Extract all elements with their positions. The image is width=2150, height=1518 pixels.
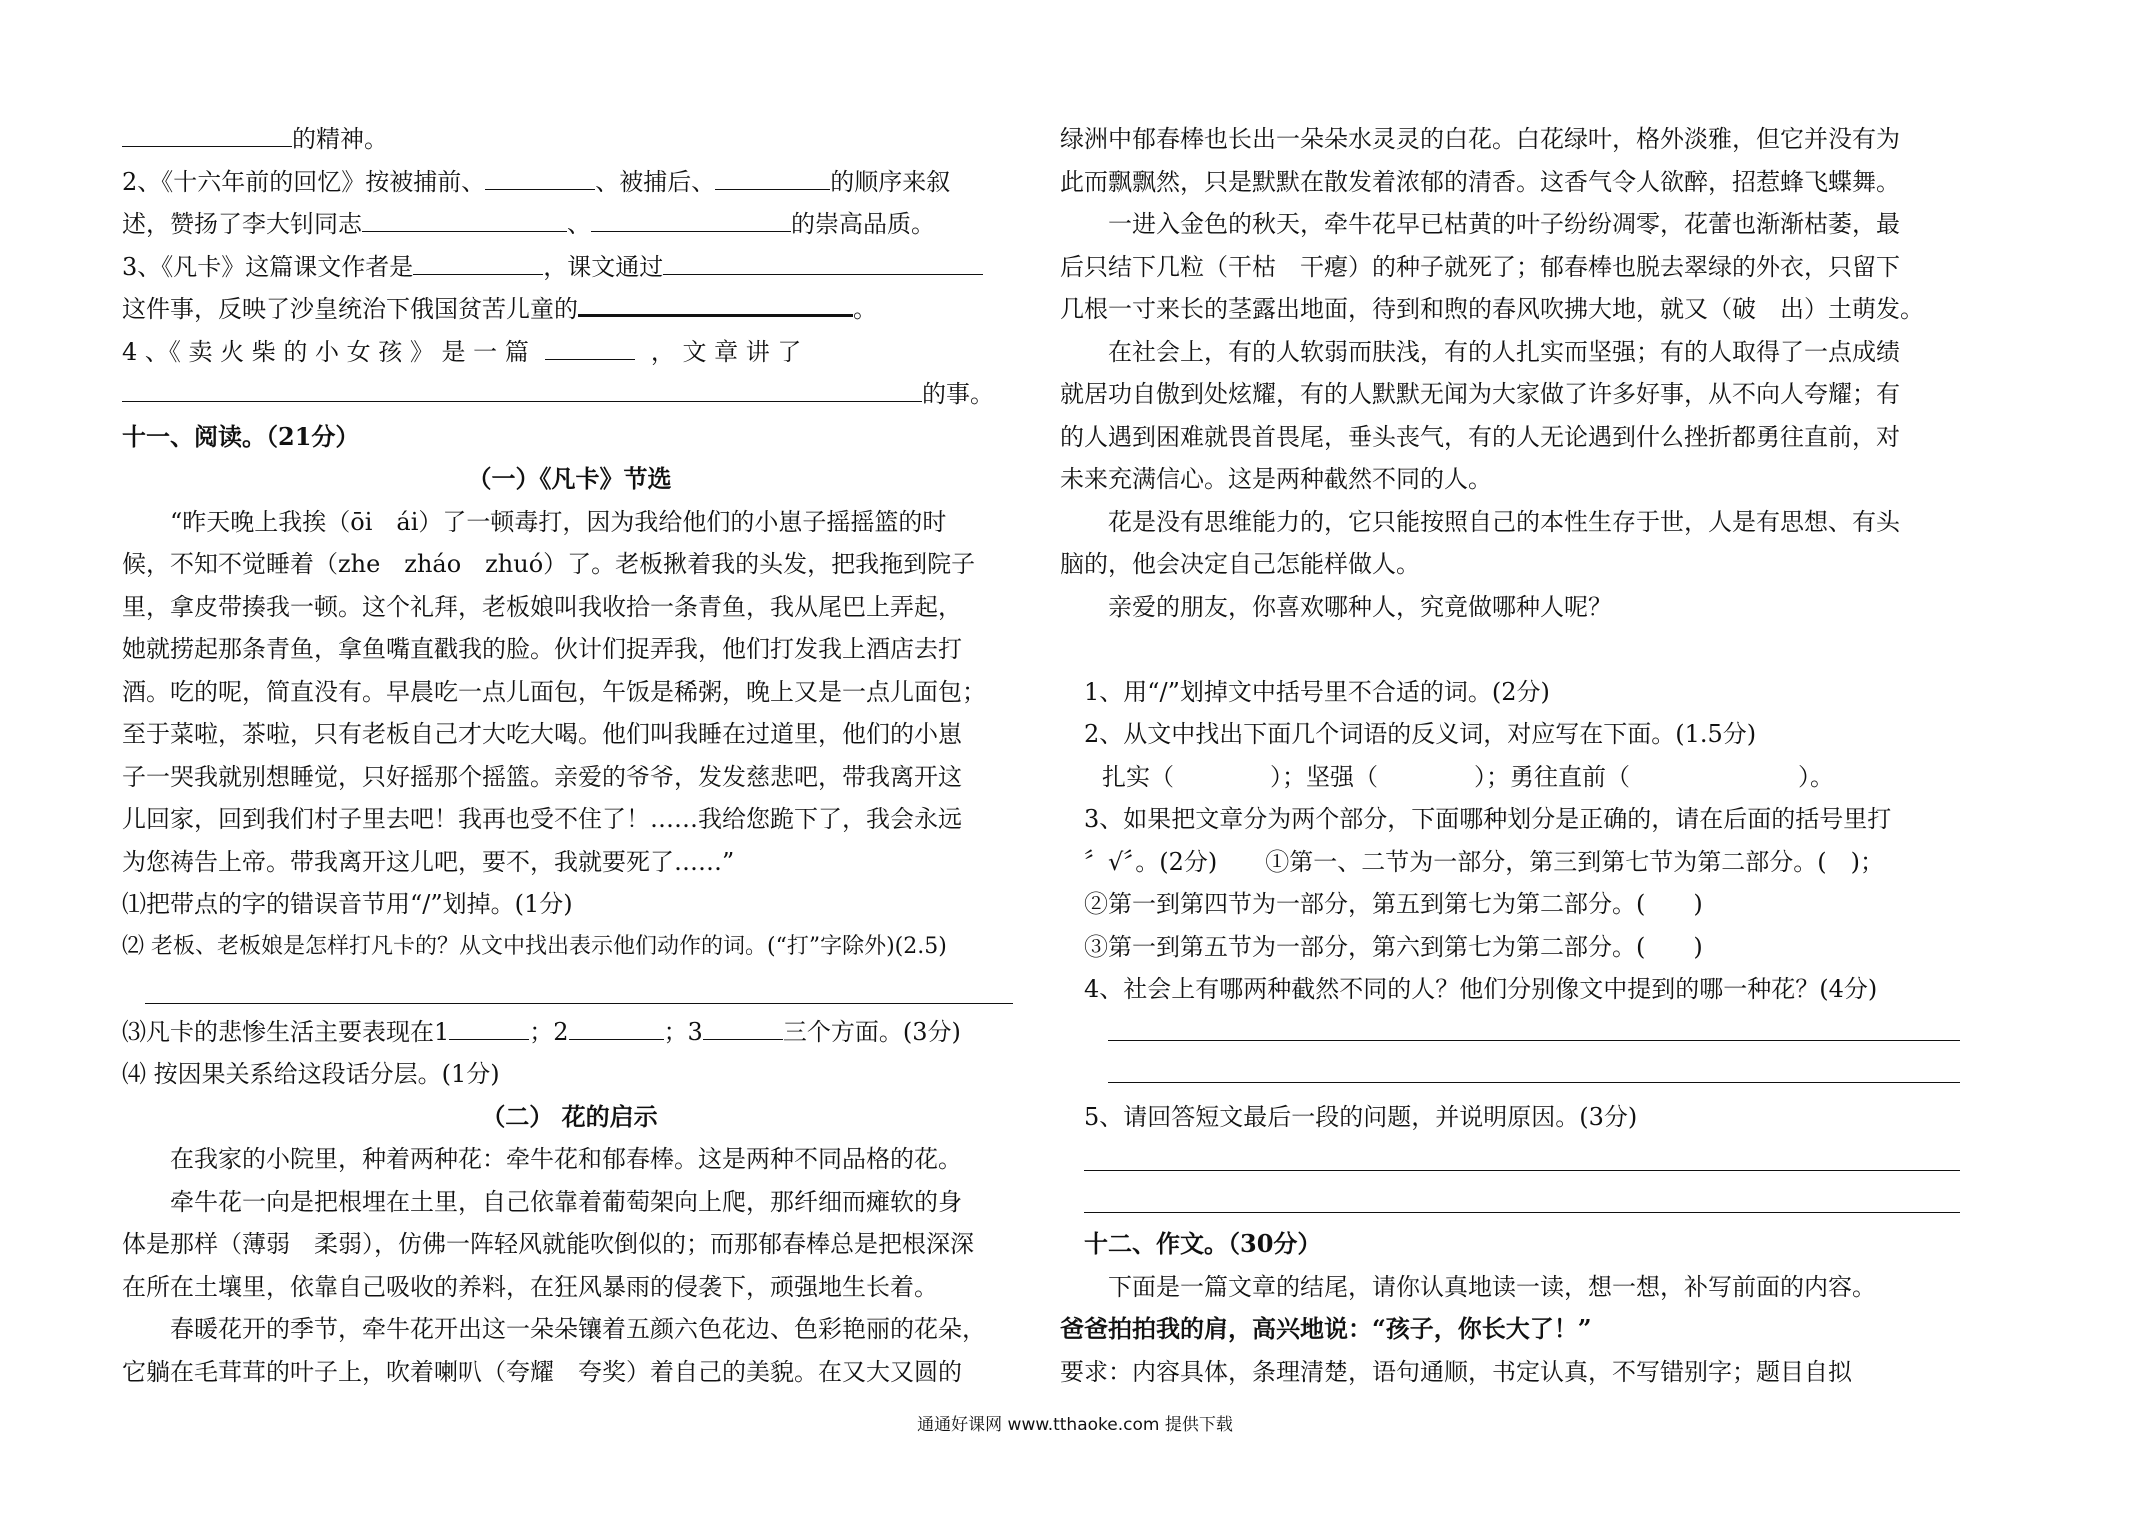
passage-2-line: 的人遇到困难就畏首畏尾，垂头丧气，有的人无论遇到什么挫折都勇往直前，对: [1060, 422, 1900, 451]
passage-2-line: 在社会上，有的人软弱而肤浅，有的人扎实而坚强；有的人取得了一点成绩: [1108, 337, 1900, 366]
passage-2-line: 亲爱的朋友，你喜欢哪种人，究竟做哪种人呢？: [1108, 592, 1612, 621]
passage-2-line: 就居功自傲到处炫耀，有的人默默无闻为大家做了许多好事，从不向人夸耀；有: [1060, 380, 1900, 408]
passage-1-line: 里，拿皮带揍我一顿。这个礼拜，老板娘叫我收拾一条青鱼，我从尾巴上弄起，: [122, 592, 962, 621]
passage-1-line: 为您祷告上帝。带我离开这儿吧，要不，我就要死了……”: [122, 847, 735, 876]
passage-2-question-5: 5、请回答短文最后一段的问题，并说明原因。(3分): [1084, 1102, 1638, 1131]
passage-2-line: 在我家的小院里，种着两种花：牵牛花和郁春棒。这是两种不同品格的花。: [170, 1145, 962, 1173]
essay-ending-sentence: 爸爸拍拍我的肩，高兴地说：“孩子，你长大了！”: [1060, 1314, 1592, 1343]
answer-rule: [145, 1003, 1013, 1004]
passage-2-line: 牵牛花一向是把根埋在土里，自己依靠着葡萄架向上爬，那纤细而瘫软的身: [170, 1187, 962, 1216]
passage-1-question-1: ⑴把带点的字的错误音节用“/”划掉。(1分): [122, 890, 573, 918]
passage-1-question-3: ⑶凡卡的悲惨生活主要表现在1 ；2 ；3 三个方面。(3分): [122, 1011, 1017, 1054]
answer-rule: [1084, 1212, 1960, 1213]
question-3-line-2: 这件事，反映了沙皇统治下俄国贫苦儿童的 。: [122, 288, 1017, 331]
passage-2-text: [122, 1138, 1017, 1393]
passage-1-question-4: ⑷ 按因果关系给这段话分层。(1分): [122, 1060, 500, 1088]
passage-2-line: 在所在土壤里，依靠自己吸收的养料，在狂风暴雨的侵袭下，顽强地生长着。: [122, 1272, 938, 1301]
passage-1-line: 至于菜啦，茶啦，只有老板自己才大吃大喝。他们叫我睡在过道里，他们的小崽: [122, 720, 962, 748]
answer-line-blank: [1060, 1011, 1960, 1054]
passage-1-line: 子一哭我就别想睡觉，只好摇那个摇篮。亲爱的爷爷，发发慈悲吧，带我离开这: [122, 762, 962, 791]
passage-2-question-1: 1、用“/”划掉文中括号里不合适的词。(2分): [1084, 677, 1550, 706]
passage-2-question-3-option-2: ②第一到第四节为一部分，第五到第七为第二部分。( ): [1084, 890, 1703, 918]
passage-2-line: 它躺在毛茸茸的叶子上，吹着喇叭（夸耀 夸奖）着自己的美貌。在又大又圆的: [122, 1357, 962, 1386]
right-column: [1060, 118, 1960, 1393]
passage-2-title: （二） 花的启示: [481, 1101, 658, 1131]
section-11-heading: 十一、阅读。（21分）: [122, 421, 360, 451]
passage-2-question-3-option-1: 〞√〞。(2分) ①第一、二节为一部分，第三到第七节为第二部分。( )；: [1084, 847, 1885, 876]
passage-1-text: [122, 501, 1017, 884]
passage-2-question-3-option-3: ③第一到第五节为一部分，第六到第七为第二部分。( ): [1084, 932, 1703, 961]
passage-2-question-3: 3、如果把文章分为两个部分，下面哪种划分是正确的，请在后面的括号里打: [1084, 805, 1892, 833]
essay-instruction: 下面是一篇文章的结尾，请你认真地读一读，想一想，补写前面的内容。: [1108, 1272, 1876, 1301]
answer-line-blank: [122, 968, 1017, 1011]
question-2-line-1: 2、《十六年前的回忆》按被捕前、 、被捕后、 的顺序来叙: [122, 161, 1017, 204]
passage-2-line: 脑的，他会决定自己怎能样做人。: [1060, 550, 1420, 578]
passage-2-line: 春暖花开的季节，牵牛花开出这一朵朵镶着五颜六色花边、色彩艳丽的花朵，: [170, 1315, 986, 1343]
question-3-line-1: 3、《凡卡》这篇课文作者是 ，课文通过: [122, 246, 1017, 289]
passage-2-question-4: 4、社会上有哪两种截然不同的人？他们分别像文中提到的哪一种花？(4分): [1084, 975, 1878, 1003]
fill-line-spirit: 的精神。: [122, 118, 1017, 161]
passage-1-line: 酒。吃的呢，简直没有。早晨吃一点儿面包，午饭是稀粥，晚上又是一点儿面包；: [122, 677, 986, 706]
passage-1-question-2: ⑵ 老板、老板娘是怎样打凡卡的？从文中找出表示他们动作的词。(“打”字除外)(2.5): [122, 933, 947, 959]
section-12-heading: 十二、作文。（30分）: [1084, 1229, 1322, 1258]
answer-rule: [1108, 1082, 1960, 1083]
answer-line-blank: [1060, 1053, 1960, 1096]
passage-2-line: 此而飘飘然，只是默默在散发着浓郁的清香。这香气令人欲醉，招惹蜂飞蝶舞。: [1060, 167, 1900, 196]
passage-2-line: 绿洲中郁春棒也长出一朵朵水灵灵的白花。白花绿叶，格外淡雅，但它并没有为: [1060, 125, 1900, 153]
passage-1-title: （一）《凡卡》节选: [467, 464, 672, 493]
passage-2-question-2: 2、从文中找出下面几个词语的反义词，对应写在下面。(1.5分): [1084, 720, 1757, 748]
question-2-line-2: 述，赞扬了李大钊同志 、 的崇高品质。: [122, 203, 1017, 246]
passage-2-line: 花是没有思维能力的，它只能按照自己的本性生存于世，人是有思想、有头: [1108, 507, 1900, 536]
essay-requirements: 要求：内容具体，条理清楚，语句通顺，书定认真，不写错别字；题目自拟: [1060, 1357, 1852, 1386]
answer-rule: [1084, 1170, 1960, 1171]
passage-2-line: 未来充满信心。这是两种截然不同的人。: [1060, 465, 1492, 493]
passage-2-line: 后只结下几粒（干枯 干瘪）的种子就死了；郁春棒也脱去翠绿的外衣，只留下: [1060, 252, 1900, 281]
left-column: [122, 118, 1017, 1393]
answer-line-blank: [1060, 1181, 1960, 1224]
footer-source: 通通好课网 www.tthaoke.com 提供下载: [917, 1415, 1233, 1435]
passage-1-line: “昨天晚上我挨（ōi ái）了一顿毒打，因为我给他们的小崽子摇摇篮的时: [170, 507, 947, 536]
passage-2-line: 一进入金色的秋天，牵牛花早已枯黄的叶子纷纷凋零，花蕾也渐渐枯萎，最: [1108, 210, 1900, 238]
passage-2-line: 体是那样（薄弱 柔弱），仿佛一阵轻风就能吹倒似的；而那郁春棒总是把根深深: [122, 1230, 974, 1258]
passage-1-line: 她就捞起那条青鱼，拿鱼嘴直戳我的脸。伙计们捉弄我，他们打发我上酒店去打: [122, 635, 962, 663]
answer-line-blank: [1060, 1138, 1960, 1181]
question-4-line-2: 的事。: [122, 373, 1017, 416]
question-4-line-1: 4 、《 卖 火 柴 的 小 女 孩 》 是 一 篇 ， 文 章 讲 了: [122, 331, 1017, 374]
answer-rule: [1108, 1040, 1960, 1041]
passage-2-line: 几根一寸来长的茎露出地面，待到和煦的春风吹拂大地，就又（破 出）土萌发。: [1060, 295, 1924, 323]
spacer: [1060, 628, 1960, 671]
passage-1-line: 候，不知不觉睡着（zhe zháo zhuó）了。老板揪着我的头发，把我拖到院子: [122, 550, 976, 578]
passage-2-question-2-blanks: 扎实（ ）；坚强（ ）；勇往直前（ ）。: [1102, 762, 1834, 791]
passage-1-line: 儿回家，回到我们村子里去吧！我再也受不住了！……我给您跪下了，我会永远: [122, 805, 962, 833]
